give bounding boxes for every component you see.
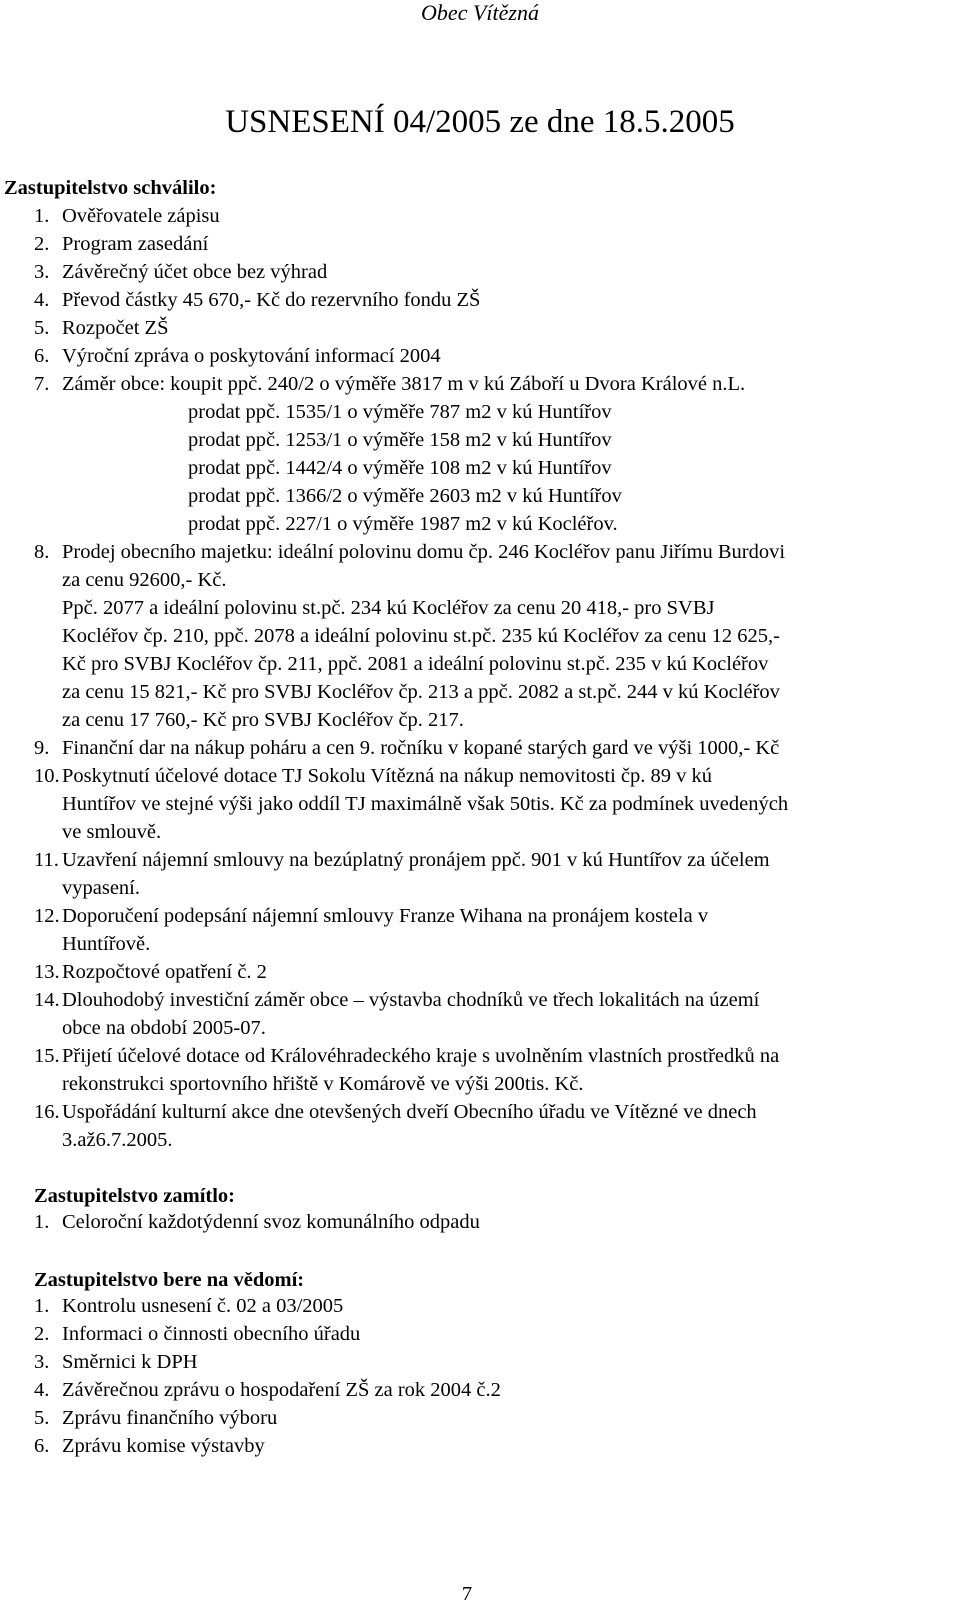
list-item-number: 13. (34, 961, 60, 983)
list-item-text: Dlouhodobý investiční záměr obce – výstavba chodníků ve třech lokalitách na území (62, 989, 760, 1011)
list-item-number: 15. (34, 1045, 60, 1067)
list-item-text: ve smlouvě. (62, 821, 162, 843)
list-item-text: obce na období 2005-07. (62, 1017, 266, 1039)
list-item-number: 8. (34, 541, 50, 563)
list-item-text: prodat ppč. 1366/2 o výměře 2603 m2 v kú Huntířov (188, 485, 622, 507)
page-number: 7 (461, 1583, 473, 1605)
list-item-text: Závěrečnou zprávu o hospodaření ZŠ za rok 2004 č.2 (62, 1379, 501, 1401)
list-item-text: Kč pro SVBJ Kocléřov čp. 211, ppč. 2081 a ideální polovinu st.pč. 235 v kú Kocléřov (62, 653, 769, 675)
list-item-text: Výroční zpráva o poskytování informací 2004 (62, 345, 441, 367)
list-item-text: Poskytnutí účelové dotace TJ Sokolu Vítězná na nákup nemovitosti čp. 89 v kú (62, 765, 713, 787)
list-item-text: Kocléřov čp. 210, ppč. 2078 a ideální polovinu st.pč. 235 kú Kocléřov za cenu 12 625,- (62, 625, 780, 647)
section-heading-noted: Zastupitelstvo bere na vědomí: (34, 1269, 305, 1291)
list-item-text: prodat ppč. 1442/4 o výměře 108 m2 v kú Huntířov (188, 457, 612, 479)
list-item-text: prodat ppč. 227/1 o výměře 1987 m2 v kú Kocléřov. (188, 513, 618, 535)
list-item-text: Kontrolu usnesení č. 02 a 03/2005 (62, 1295, 344, 1317)
list-item-text: Huntířov ve stejné výši jako oddíl TJ maximálně však 50tis. Kč za podmínek uvedených (62, 793, 789, 815)
list-item-text: vypasení. (62, 877, 140, 899)
list-item-text: Zprávu finančního výboru (62, 1407, 278, 1429)
list-item-number: 3. (34, 1351, 50, 1373)
list-item-number: 1. (34, 205, 50, 227)
list-item-number: 16. (34, 1101, 60, 1123)
list-item-number: 3. (34, 261, 50, 283)
list-item-text: Uzavření nájemní smlouvy na bezúplatný pronájem ppč. 901 v kú Huntířov za účelem (62, 849, 770, 871)
list-item-text: Zprávu komise výstavby (62, 1435, 265, 1457)
list-item-text: 3.až6.7.2005. (62, 1129, 173, 1151)
list-item-text: Finanční dar na nákup poháru a cen 9. ročníku v kopané starých gard ve výši 1000,- Kč (62, 737, 780, 759)
list-item-number: 12. (34, 905, 60, 927)
list-item-text: Program zasedání (62, 233, 209, 255)
list-item-text: Ověřovatele zápisu (62, 205, 220, 227)
section-heading-approved: Zastupitelstvo schválilo: (4, 177, 217, 199)
list-item-text: Přijetí účelové dotace od Královéhradeckého kraje s uvolněním vlastních prostředků na (62, 1045, 780, 1067)
list-item-text: Závěrečný účet obce bez výhrad (62, 261, 328, 283)
list-item-text: Ppč. 2077 a ideální polovinu st.pč. 234 kú Kocléřov za cenu 20 418,- pro SVBJ (62, 597, 715, 619)
list-item-text: Uspořádání kulturní akce dne otevšených dveří Obecního úřadu ve Vítězné ve dnech (62, 1101, 757, 1123)
list-item-text: Rozpočet ZŠ (62, 317, 169, 339)
list-item-number: 5. (34, 1407, 50, 1429)
list-item-number: 1. (34, 1295, 50, 1317)
list-item-number: 7. (34, 373, 50, 395)
list-item-text: za cenu 92600,- Kč. (62, 569, 227, 591)
list-item-text: Doporučení podepsání nájemní smlouvy Franze Wihana na pronájem kostela v (62, 905, 709, 927)
list-item-text: Prodej obecního majetku: ideální polovinu domu čp. 246 Kocléřov panu Jiřímu Burdovi (62, 541, 786, 563)
list-item-text: Záměr obce: koupit ppč. 240/2 o výměře 3817 m v kú Záboří u Dvora Králové n.L. (62, 373, 746, 395)
list-item-number: 14. (34, 989, 60, 1011)
list-item-text: Směrnici k DPH (62, 1351, 198, 1373)
list-item-number: 1. (34, 1211, 50, 1233)
list-item-text: Převod částky 45 670,- Kč do rezervního fondu ZŠ (62, 289, 481, 311)
list-item-text: prodat ppč. 1535/1 o výměře 787 m2 v kú Huntířov (188, 401, 612, 423)
list-item-text: za cenu 17 760,- Kč pro SVBJ Kocléřov čp. 217. (62, 709, 464, 731)
list-item-number: 4. (34, 1379, 50, 1401)
list-item-number: 2. (34, 1323, 50, 1345)
document-header: Obec Vítězná (421, 0, 539, 25)
list-item-text: Celoroční každotýdenní svoz komunálního odpadu (62, 1211, 480, 1233)
document-title: USNESENÍ 04/2005 ze dne 18.5.2005 (225, 104, 735, 140)
list-item-text: Rozpočtové opatření č. 2 (62, 961, 267, 983)
list-item-number: 2. (34, 233, 50, 255)
list-item-text: Informaci o činnosti obecního úřadu (62, 1323, 361, 1345)
list-item-text: za cenu 15 821,- Kč pro SVBJ Kocléřov čp. 213 a ppč. 2082 a st.pč. 244 v kú Kocléřov (62, 681, 780, 703)
list-item-number: 6. (34, 345, 50, 367)
list-item-number: 4. (34, 289, 50, 311)
list-item-text: Huntířově. (62, 933, 151, 955)
list-item-number: 6. (34, 1435, 50, 1457)
list-item-text: prodat ppč. 1253/1 o výměře 158 m2 v kú Huntířov (188, 429, 612, 451)
list-item-number: 5. (34, 317, 50, 339)
list-item-number: 11. (34, 849, 59, 871)
list-item-number: 10. (34, 765, 60, 787)
list-item-number: 9. (34, 737, 50, 759)
list-item-text: rekonstrukci sportovního hřiště v Komárově ve výši 200tis. Kč. (62, 1073, 584, 1095)
section-heading-rejected: Zastupitelstvo zamítlo: (34, 1185, 235, 1207)
